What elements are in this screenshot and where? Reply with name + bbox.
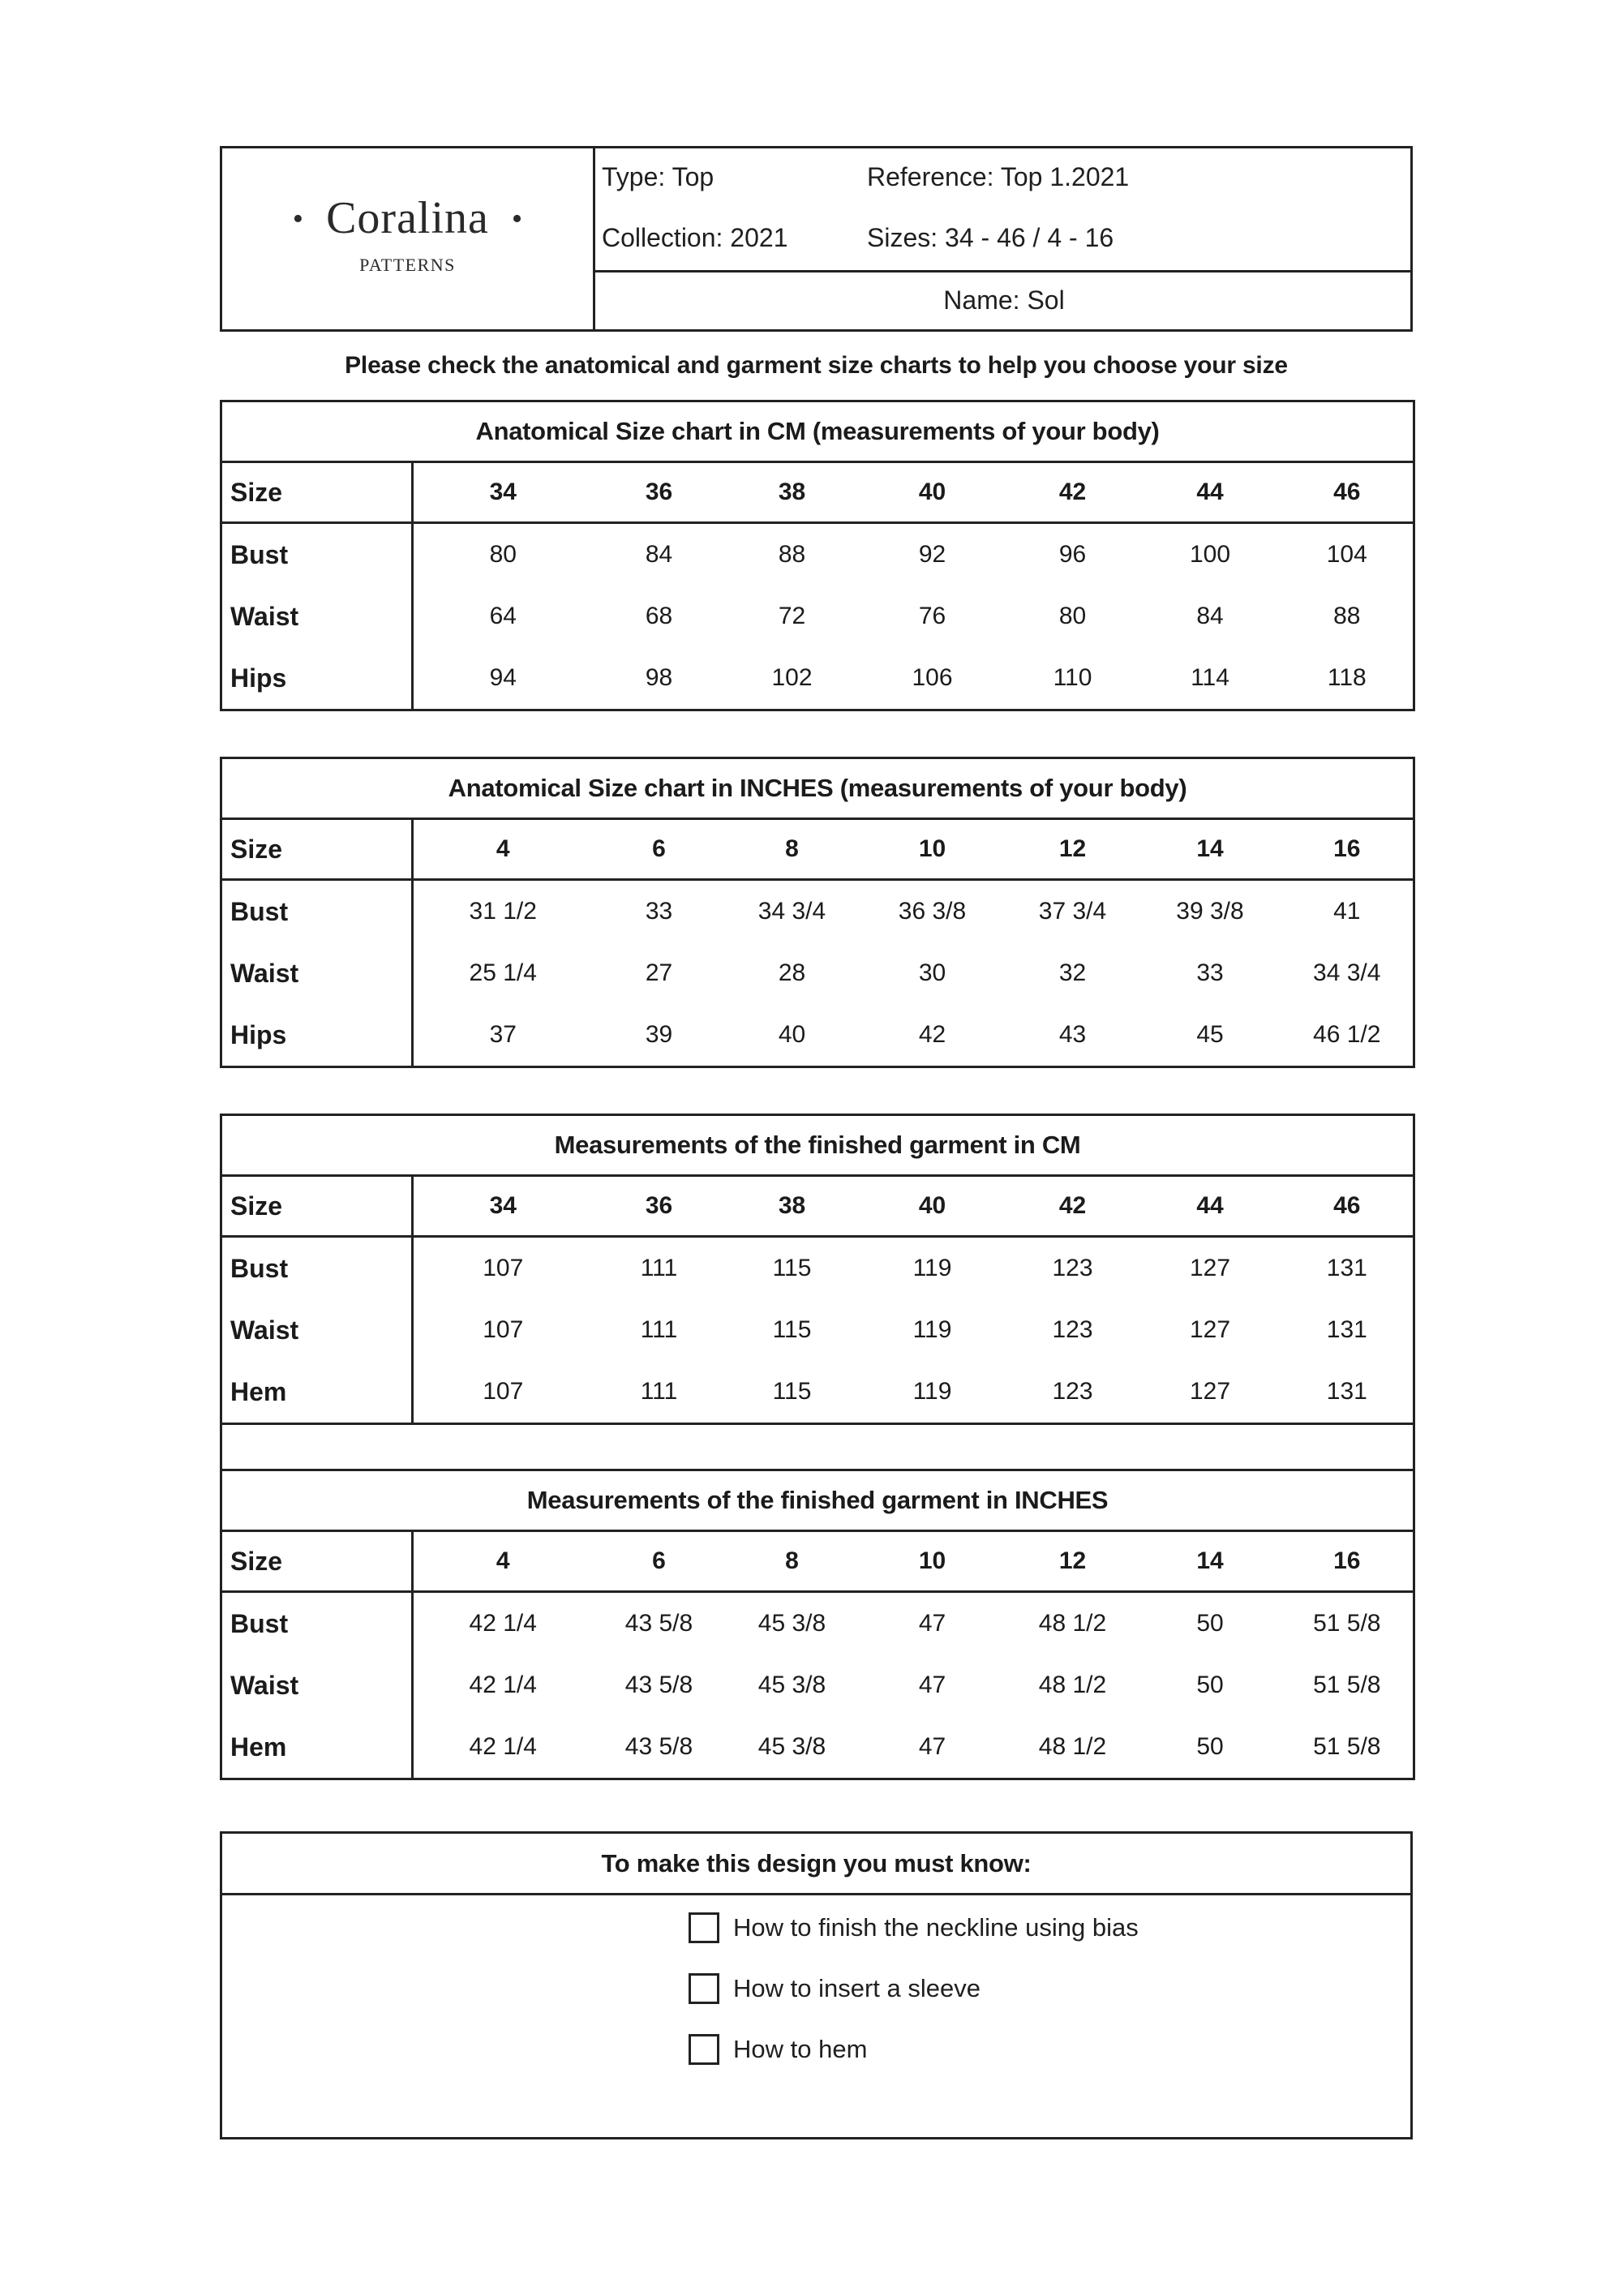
hips-row: [221, 1004, 1414, 1067]
size-column-header: 46: [1281, 1176, 1414, 1237]
bust-measurement-cell: 96: [1058, 541, 1087, 568]
size-column-header: 44: [1139, 1176, 1281, 1237]
size-header-row: [221, 1176, 1414, 1237]
hem-measurement-cell: 119: [912, 1378, 952, 1405]
bust-measurement-cell: 107: [483, 1255, 524, 1281]
checkbox[interactable]: [689, 2034, 719, 2065]
hem-row: [221, 1716, 1414, 1779]
hips-measurement-cell: 42: [918, 1021, 946, 1048]
bust-measurement-cell: 45 3/8: [757, 1610, 826, 1637]
pattern-header: [220, 146, 1413, 332]
table-title-row: [221, 1470, 1414, 1531]
hips-measurement-cell: 45: [1196, 1021, 1224, 1048]
hips-measurement-cell: 39: [645, 1021, 673, 1048]
bust-measurement-cell: 131: [1326, 1255, 1367, 1281]
waist-measurement-cell: 42 1/4: [469, 1672, 537, 1698]
bust-measurement-cell: 31 1/2: [469, 898, 537, 925]
hips-measurement-cell: 40: [778, 1021, 806, 1048]
requirements-list: [689, 1897, 1139, 2079]
pattern-collection: Collection: 2021: [602, 223, 788, 252]
bust-measurement-cell: 127: [1189, 1255, 1231, 1281]
hips-measurement-cell: 43: [1058, 1021, 1087, 1048]
waist-measurement-cell: 28: [778, 959, 806, 986]
size-column-header: 10: [859, 1531, 1006, 1592]
anatomical-cm-table-body: [221, 401, 1414, 710]
size-column-header: 12: [1006, 1531, 1139, 1592]
requirement-item: [689, 2019, 1139, 2079]
hips-measurement-cell: 110: [1053, 664, 1092, 691]
waist-measurement-cell: 27: [645, 959, 673, 986]
bust-measurement-cell: 36 3/8: [898, 898, 967, 925]
bust-row-label: Bust: [221, 1592, 413, 1655]
size-column-header: 16: [1281, 1531, 1414, 1592]
waist-measurement-cell: 30: [918, 959, 946, 986]
logo-name: Coralina: [326, 193, 489, 243]
bust-measurement-cell: 92: [918, 541, 946, 568]
requirements-title: To make this design you must know:: [222, 1834, 1410, 1895]
waist-measurement-cell: 88: [1333, 603, 1361, 629]
hem-measurement-cell: 47: [918, 1733, 946, 1760]
waist-row: [221, 942, 1414, 1004]
requirement-label: How to hem: [733, 2034, 868, 2063]
hips-measurement-cell: 98: [645, 664, 673, 691]
waist-row-label: Waist: [221, 586, 413, 647]
hem-measurement-cell: 107: [483, 1378, 524, 1405]
bust-row-label: Bust: [221, 1237, 413, 1300]
size-column-header: 36: [593, 462, 726, 523]
table-title: Measurements of the finished garment in CM: [221, 1115, 1414, 1176]
bust-row-label: Bust: [221, 523, 413, 586]
requirement-item: [689, 1958, 1139, 2019]
requirement-label: How to finish the neckline using bias: [733, 1912, 1139, 1942]
table-spacer-row: [221, 1424, 1414, 1470]
size-header-row: [221, 819, 1414, 880]
hem-measurement-cell: 50: [1196, 1733, 1224, 1760]
hem-measurement-cell: 115: [772, 1378, 812, 1405]
anatomical-inches-table: [220, 757, 1415, 1068]
size-column-header: 4: [413, 819, 593, 880]
size-column-header: 44: [1139, 462, 1281, 523]
hips-measurement-cell: 114: [1191, 664, 1229, 691]
size-column-header: 38: [726, 462, 859, 523]
anatomical-cm-table: [220, 400, 1415, 711]
waist-measurement-cell: 48 1/2: [1038, 1672, 1107, 1698]
bust-row: [221, 523, 1414, 586]
waist-row: [221, 1654, 1414, 1716]
size-column-header: 6: [593, 1531, 726, 1592]
waist-row-label: Waist: [221, 1299, 413, 1361]
waist-measurement-cell: 76: [918, 603, 946, 629]
waist-measurement-cell: 50: [1196, 1672, 1224, 1698]
waist-row: [221, 1299, 1414, 1361]
table-title: Anatomical Size chart in INCHES (measurements of your body): [221, 758, 1414, 819]
waist-measurement-cell: 107: [483, 1316, 524, 1343]
bust-measurement-cell: 48 1/2: [1038, 1610, 1107, 1637]
hem-measurement-cell: 111: [640, 1378, 678, 1405]
size-column-header: 6: [593, 819, 726, 880]
waist-measurement-cell: 33: [1196, 959, 1224, 986]
waist-measurement-cell: 43 5/8: [624, 1672, 693, 1698]
waist-measurement-cell: 68: [645, 603, 673, 629]
waist-measurement-cell: 47: [918, 1672, 946, 1698]
size-column-header: 8: [726, 819, 859, 880]
hips-measurement-cell: 118: [1327, 664, 1367, 691]
size-column-header: 14: [1139, 1531, 1281, 1592]
waist-measurement-cell: 127: [1189, 1316, 1231, 1343]
bust-row: [221, 1592, 1414, 1655]
logo-wordmark: [222, 192, 593, 248]
bust-measurement-cell: 41: [1333, 898, 1361, 925]
waist-row-label: Waist: [221, 1654, 413, 1716]
bust-measurement-cell: 123: [1052, 1255, 1093, 1281]
bust-measurement-cell: 37 3/4: [1038, 898, 1107, 925]
bust-measurement-cell: 104: [1326, 541, 1367, 568]
bust-measurement-cell: 33: [645, 898, 673, 925]
bust-row: [221, 1237, 1414, 1300]
size-header-label: Size: [221, 1531, 413, 1592]
size-column-header: 8: [726, 1531, 859, 1592]
requirements-box: [220, 1831, 1413, 2139]
waist-measurement-cell: 119: [912, 1316, 952, 1343]
pattern-reference: Reference: Top 1.2021: [867, 162, 1130, 191]
hips-row-label: Hips: [221, 647, 413, 710]
waist-measurement-cell: 25 1/4: [469, 959, 537, 986]
hips-measurement-cell: 37: [489, 1021, 517, 1048]
pattern-type: Type: Top: [602, 162, 714, 191]
waist-measurement-cell: 84: [1196, 603, 1224, 629]
size-header-row: [221, 1531, 1414, 1592]
bust-measurement-cell: 80: [489, 541, 517, 568]
size-column-header: 40: [859, 1176, 1006, 1237]
size-header-label: Size: [221, 1176, 413, 1237]
hem-measurement-cell: 123: [1052, 1378, 1093, 1405]
size-column-header: 34: [413, 1176, 593, 1237]
hem-measurement-cell: 127: [1189, 1378, 1231, 1405]
hem-row: [221, 1361, 1414, 1424]
bust-measurement-cell: 42 1/4: [469, 1610, 537, 1637]
table-title: Anatomical Size chart in CM (measurements of your body): [221, 401, 1414, 462]
waist-measurement-cell: 131: [1326, 1316, 1367, 1343]
instruction-text: Please check the anatomical and garment size charts to help you choose your size: [345, 352, 1288, 379]
hips-row-label: Hips: [221, 1004, 413, 1067]
waist-measurement-cell: 72: [778, 603, 806, 629]
logo-bullet-right: •: [511, 202, 523, 237]
size-column-header: 40: [859, 462, 1006, 523]
hips-row: [221, 647, 1414, 710]
finished-garment-table-body: [221, 1115, 1414, 1779]
hem-measurement-cell: 45 3/8: [757, 1733, 826, 1760]
bust-measurement-cell: 51 5/8: [1313, 1610, 1381, 1637]
size-header-label: Size: [221, 819, 413, 880]
hips-measurement-cell: 102: [771, 664, 813, 691]
waist-measurement-cell: 51 5/8: [1313, 1672, 1381, 1698]
requirement-item: [689, 1897, 1139, 1958]
hips-measurement-cell: 106: [912, 664, 953, 691]
size-header-row: [221, 462, 1414, 523]
logo-bullet-left: •: [292, 202, 304, 237]
bust-measurement-cell: 100: [1189, 541, 1231, 568]
bust-row: [221, 880, 1414, 943]
bust-measurement-cell: 50: [1196, 1610, 1224, 1637]
size-column-header: 42: [1006, 1176, 1139, 1237]
hips-measurement-cell: 94: [489, 664, 517, 691]
size-column-header: 34: [413, 462, 593, 523]
logo: [222, 148, 595, 329]
size-column-header: 14: [1139, 819, 1281, 880]
bust-measurement-cell: 47: [918, 1610, 946, 1637]
size-column-header: 36: [593, 1176, 726, 1237]
checkbox[interactable]: [689, 1973, 719, 2004]
bust-measurement-cell: 84: [645, 541, 673, 568]
waist-row: [221, 586, 1414, 647]
bust-measurement-cell: 111: [640, 1255, 678, 1281]
bust-measurement-cell: 88: [778, 541, 806, 568]
size-column-header: 42: [1006, 462, 1139, 523]
bust-measurement-cell: 43 5/8: [624, 1610, 693, 1637]
hem-row-label: Hem: [221, 1361, 413, 1424]
checkbox[interactable]: [689, 1912, 719, 1943]
size-column-header: 12: [1006, 819, 1139, 880]
bust-measurement-cell: 39 3/8: [1176, 898, 1244, 925]
table-title-row: [221, 758, 1414, 819]
size-column-header: 4: [413, 1531, 593, 1592]
anatomical-inches-table-body: [221, 758, 1414, 1067]
waist-measurement-cell: 32: [1058, 959, 1087, 986]
hem-row-label: Hem: [221, 1716, 413, 1779]
waist-measurement-cell: 45 3/8: [757, 1672, 826, 1698]
bust-measurement-cell: 34 3/4: [757, 898, 826, 925]
table-title-row: [221, 1115, 1414, 1176]
waist-measurement-cell: 123: [1052, 1316, 1093, 1343]
size-column-header: 10: [859, 819, 1006, 880]
hem-measurement-cell: 51 5/8: [1313, 1733, 1381, 1760]
size-column-header: 46: [1281, 462, 1414, 523]
requirement-label: How to insert a sleeve: [733, 1973, 980, 2002]
table-spacer: [221, 1424, 1414, 1470]
hem-measurement-cell: 131: [1326, 1378, 1367, 1405]
logo-subtitle: PATTERNS: [359, 255, 456, 275]
waist-measurement-cell: 64: [489, 603, 517, 629]
waist-measurement-cell: 111: [640, 1316, 678, 1343]
hem-measurement-cell: 48 1/2: [1038, 1733, 1107, 1760]
table-title: Measurements of the finished garment in INCHES: [221, 1470, 1414, 1531]
bust-row-label: Bust: [221, 880, 413, 943]
bust-measurement-cell: 119: [912, 1255, 952, 1281]
table-title-row: [221, 401, 1414, 462]
hem-measurement-cell: 42 1/4: [469, 1733, 537, 1760]
waist-row-label: Waist: [221, 942, 413, 1004]
header-divider: [595, 270, 1410, 273]
size-column-header: 38: [726, 1176, 859, 1237]
size-column-header: 16: [1281, 819, 1414, 880]
waist-measurement-cell: 34 3/4: [1313, 959, 1381, 986]
hem-measurement-cell: 43 5/8: [624, 1733, 693, 1760]
pattern-name: Name: Sol: [943, 285, 1065, 315]
finished-garment-table: [220, 1114, 1415, 1780]
pattern-sizes: Sizes: 34 - 46 / 4 - 16: [867, 223, 1114, 252]
size-header-label: Size: [221, 462, 413, 523]
bust-measurement-cell: 115: [772, 1255, 812, 1281]
waist-measurement-cell: 115: [772, 1316, 812, 1343]
hips-measurement-cell: 46 1/2: [1313, 1021, 1381, 1048]
waist-measurement-cell: 80: [1058, 603, 1087, 629]
